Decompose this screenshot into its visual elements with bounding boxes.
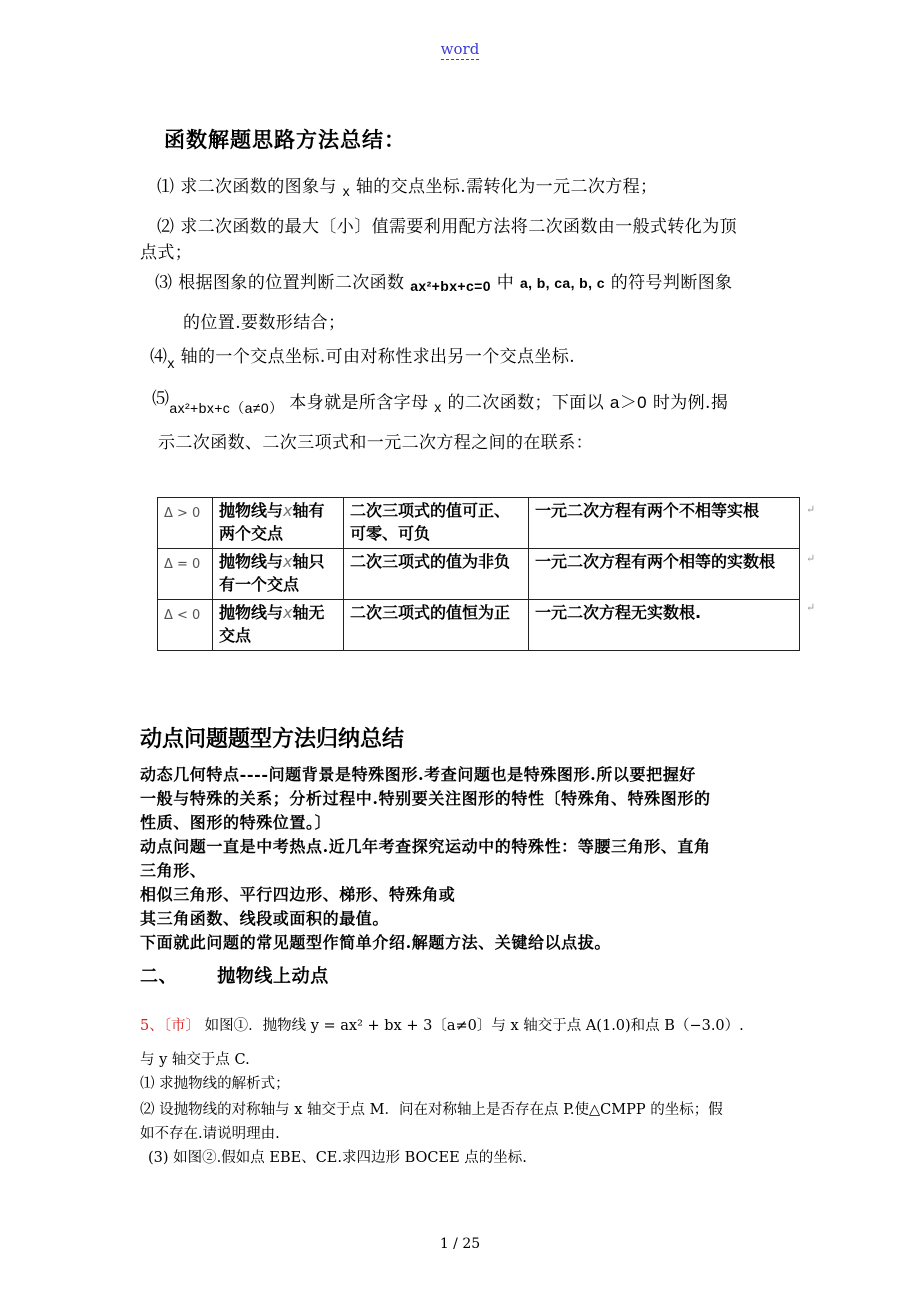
table-expression-cell: 二次三项式的值恒为正 bbox=[344, 600, 529, 651]
item3-formula: ax²+bx+c=0 bbox=[410, 278, 491, 294]
item5-text-c: 时为例.揭 bbox=[652, 393, 729, 413]
item3-num: ⑶ bbox=[155, 273, 173, 293]
item1-x: x bbox=[342, 183, 351, 199]
item3-letters: a, b, ca, b, c bbox=[519, 275, 605, 291]
section2-line: 动态几何特点----问题背景是特殊图形.考查问题也是特殊图形.所以要把握好 bbox=[140, 765, 696, 784]
page-number: 1 / 25 bbox=[439, 1236, 481, 1252]
item1-text-b: 轴的交点坐标.需转化为一元二次方程； bbox=[355, 177, 658, 197]
item3-text-a: 根据图象的位置判断二次函数 bbox=[178, 273, 405, 293]
item5 bbox=[152, 388, 729, 416]
item2-line1: ⑵ 求二次函数的最大〔小〕值需要利用配方法将二次函数由一般式转化为顶 bbox=[157, 217, 738, 237]
table-row bbox=[158, 549, 800, 600]
section2-line: 性质、图形的特殊位置。〕 bbox=[140, 813, 332, 832]
table-delta-cell: Δ > 0 bbox=[158, 498, 213, 549]
table-curve-cell: 抛物线与x轴只 有一个交点 bbox=[213, 549, 344, 600]
item5-x: x bbox=[434, 399, 442, 415]
table-equation-cell: 一元二次方程无实数根. bbox=[529, 600, 800, 651]
table-expression-cell: 二次三项式的值为非负 bbox=[344, 549, 529, 600]
item5-formula: ax²+bx+c（a≠0） bbox=[169, 400, 284, 416]
table-row bbox=[158, 600, 800, 651]
section2-line: 相似三角形、平行四边形、梯形、特殊角或 bbox=[140, 885, 456, 904]
problem-prefix: 5、〔市〕 bbox=[140, 1018, 200, 1034]
problem-q2-line1: ⑵ 设抛物线的对称轴与 x 轴交于点 M．问在对称轴上是否存在点 P.使△CMPP 的坐标；假 bbox=[140, 1102, 723, 1118]
table-equation-cell: 一元二次方程有两个相等的实数根 bbox=[529, 549, 800, 600]
item3-mid: 中 bbox=[496, 273, 515, 293]
problem-q3: (3) 如图②.假如点 EBE、CE.求四边形 BOCEE 点的坐标. bbox=[148, 1150, 527, 1166]
header-word-link[interactable]: word bbox=[440, 40, 480, 58]
item4-num: ⑷ bbox=[150, 347, 168, 367]
paragraph-mark-icon: ↵ bbox=[806, 503, 816, 516]
problem-line2: 与 y 轴交于点 C. bbox=[140, 1052, 250, 1068]
problem-q1: ⑴ 求抛物线的解析式； bbox=[140, 1076, 290, 1092]
section2-line: 一般与特殊的关系；分析过程中.特别要关注图形的特性〔特殊角、特殊图形的 bbox=[140, 789, 711, 808]
table-curve-cell: 抛物线与x轴有 两个交点 bbox=[213, 498, 344, 549]
item4-text: 轴的一个交点坐标.可由对称性求出另一个交点坐标. bbox=[180, 347, 576, 367]
section2-title: 动点问题题型方法归纳总结 bbox=[140, 726, 405, 752]
table-equation-cell: 一元二次方程有两个不相等实根 bbox=[529, 498, 800, 549]
item4-x: x bbox=[167, 355, 175, 371]
problem-statement: 如图①．抛物线 y = ax² + bx + 3〔a≠0〕与 x 轴交于点 A(1.0)和点 B（−3.0）. bbox=[204, 1018, 744, 1034]
section2-line: 其三角函数、线段或面积的最值。 bbox=[140, 909, 390, 928]
item1-num: ⑴ bbox=[157, 177, 175, 197]
section2-line: 下面就此问题的常见题型作简单介绍.解题方法、关键给以点拔。 bbox=[140, 933, 611, 952]
problem-line1 bbox=[140, 1014, 744, 1035]
item5-line2: 示二次函数、二次三项式和一元二次方程之间的在联系： bbox=[158, 433, 593, 453]
item3-text-b: 的符号判断图象 bbox=[610, 273, 733, 293]
item5-text-a: 本身就是所含字母 bbox=[289, 393, 429, 413]
relationship-table bbox=[157, 497, 800, 651]
paragraph-mark-icon: ↵ bbox=[806, 601, 816, 614]
item5-num: ⑸ bbox=[152, 389, 170, 409]
item5-text-b: 的二次函数；下面以 bbox=[447, 393, 605, 413]
item3 bbox=[155, 268, 733, 293]
item5-cond: a＞0 bbox=[609, 393, 648, 412]
item3-line2: 的位置.要数形结合； bbox=[183, 313, 346, 333]
item4 bbox=[150, 342, 576, 371]
section2-subtitle: 二、 抛物线上动点 bbox=[140, 966, 329, 987]
item1-text-a: 求二次函数的图象与 bbox=[180, 177, 337, 197]
table-delta-cell: Δ < 0 bbox=[158, 600, 213, 651]
section2-line: 动点问题一直是中考热点.近几年考查探究运动中的特殊性：等腰三角形、直角 bbox=[140, 837, 711, 856]
item1 bbox=[157, 172, 657, 197]
table-expression-cell: 二次三项式的值可正、 可零、可负 bbox=[344, 498, 529, 549]
item2-line2: 点式； bbox=[140, 243, 193, 263]
table-curve-cell: 抛物线与x轴无 交点 bbox=[213, 600, 344, 651]
section2-line: 三角形、 bbox=[140, 861, 207, 880]
table-delta-cell: Δ = 0 bbox=[158, 549, 213, 600]
paragraph-mark-icon: ↵ bbox=[806, 552, 816, 565]
problem-q2-line2: 如不存在.请说明理由. bbox=[140, 1126, 280, 1142]
section1-title: 函数解题思路方法总结： bbox=[164, 127, 406, 152]
table-row bbox=[158, 498, 800, 549]
